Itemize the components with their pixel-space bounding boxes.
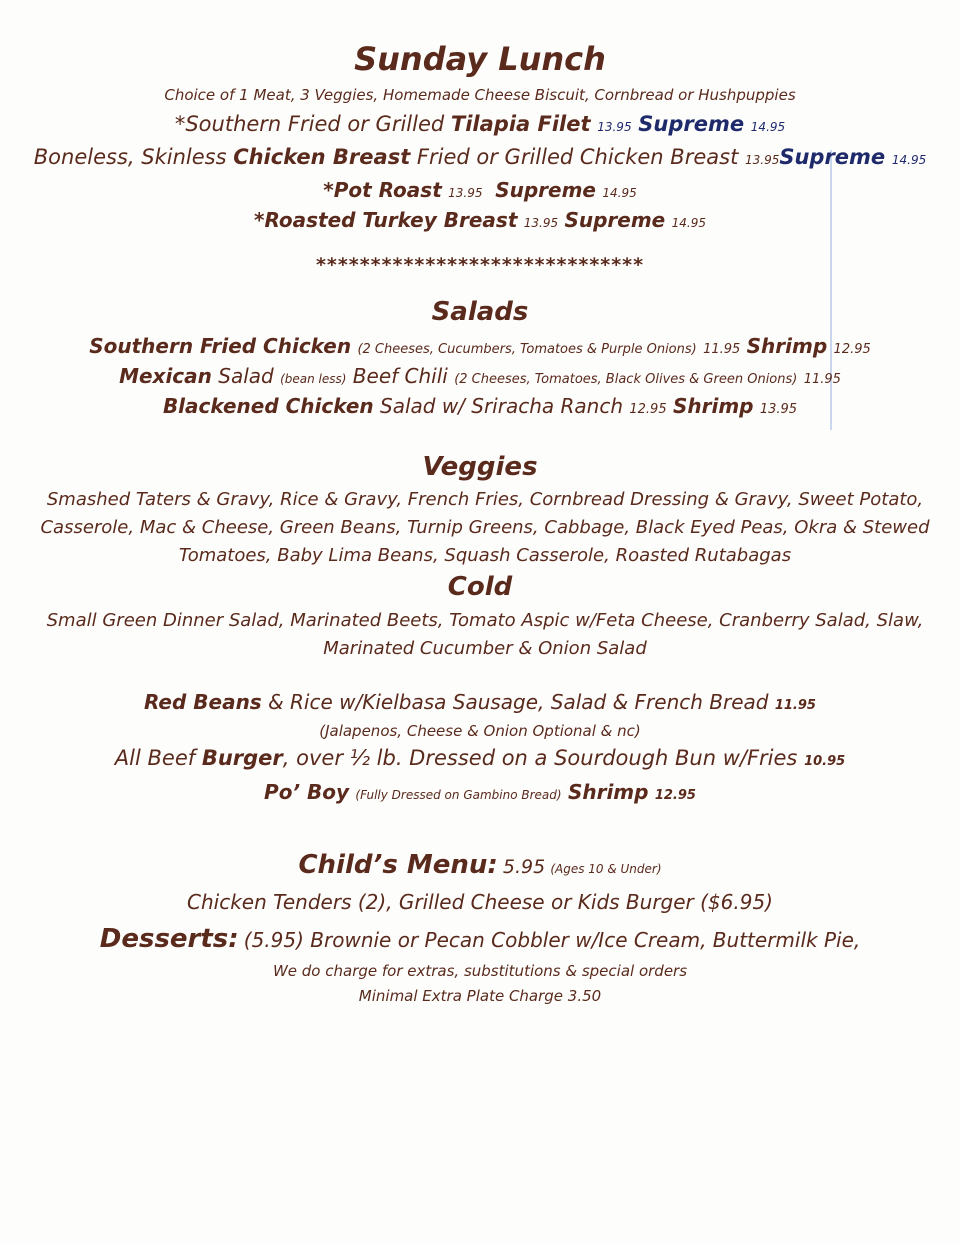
cold-line: Marinated Cucumber & Onion Salad — [323, 638, 647, 659]
veggies-line: Casserole, Mac & Cheese, Green Beans, Turnip Greens, Cabbage, Black Eyed Peas, Okra & Stewed — [40, 517, 930, 538]
burger-price: 10.95 — [804, 754, 846, 769]
mexican-name: Mexican — [119, 364, 212, 388]
pot-roast-price: 13.95 — [448, 186, 483, 200]
turkey-supreme: Supreme — [564, 208, 666, 232]
cold-line: Small Green Dinner Salad, Marinated Beets, Tomato Aspic w/Feta Cheese, Cranberry Salad, Slaw, — [46, 610, 924, 631]
red-beans-name: Red Beans — [144, 690, 262, 714]
tilapia-name: Tilapia Filet — [450, 112, 591, 136]
blackened-name: Blackened Chicken — [162, 394, 374, 418]
meat-pot-roast — [0, 178, 960, 202]
fried-chicken-name: Southern Fried Chicken — [89, 334, 352, 358]
footer-plate-charge: Minimal Extra Plate Charge 3.50 — [358, 987, 602, 1005]
desserts-line — [0, 924, 960, 954]
fried-chicken-price: 11.95 — [703, 342, 741, 357]
mexican-note: (bean less) — [280, 372, 347, 386]
poboy-shrimp: Shrimp — [567, 780, 649, 804]
chicken-name: Chicken Breast — [233, 145, 411, 169]
footer-charges: We do charge for extras, substitutions & special orders — [272, 962, 688, 980]
tilapia-supreme-price: 14.95 — [750, 120, 786, 134]
poboy-name: Po’ Boy — [264, 780, 350, 804]
salad-mexican — [0, 364, 960, 388]
meat-chicken — [0, 145, 960, 169]
chicken-prefix: Boneless, Skinless — [33, 145, 234, 169]
page-subtitle: Choice of 1 Meat, 3 Veggies, Homemade Cheese Biscuit, Cornbread or Hushpuppies — [164, 86, 796, 104]
cold-heading: Cold — [447, 572, 513, 602]
veggies-line: Smashed Taters & Gravy, Rice & Gravy, French Fries, Cornbread Dressing & Gravy, Sweet Potato, — [46, 489, 924, 510]
chicken-supreme: Supreme — [779, 145, 886, 169]
blackened-shrimp-price: 13.95 — [759, 402, 798, 417]
meat-turkey — [0, 208, 960, 232]
poboy-item — [0, 780, 960, 804]
blackened-shrimp: Shrimp — [672, 394, 754, 418]
divider: ****************************** — [315, 254, 645, 276]
pot-roast-supreme-price: 14.95 — [602, 186, 637, 200]
pot-roast-supreme: Supreme — [495, 178, 596, 202]
red-beans-price: 11.95 — [774, 698, 816, 713]
salad-fried-chicken — [0, 334, 960, 358]
poboy-note: (Fully Dressed on Gambino Bread) — [355, 788, 562, 802]
burger-prefix: All Beef — [114, 746, 202, 770]
child-menu-heading: Child’s Menu: — [298, 850, 498, 880]
child-menu-note: (Ages 10 & Under) — [550, 862, 662, 876]
meat-tilapia — [0, 112, 960, 136]
fried-chicken-shrimp: Shrimp — [746, 334, 828, 358]
red-beans-desc: & Rice w/Kielbasa Sausage, Salad & French Bread — [261, 690, 775, 714]
salad-blackened — [0, 394, 960, 418]
chicken-desc: Fried or Grilled Chicken Breast — [410, 145, 745, 169]
veggies-line: Tomatoes, Baby Lima Beans, Squash Casserole, Roasted Rutabagas — [178, 545, 792, 566]
desserts-items: (5.95) Brownie or Pecan Cobbler w/Ice Cream, Buttermilk Pie, — [243, 928, 861, 952]
turkey-name: *Roasted Turkey Breast — [254, 208, 518, 232]
salads-heading: Salads — [431, 297, 529, 327]
turkey-supreme-price: 14.95 — [671, 216, 706, 230]
chicken-supreme-price: 14.95 — [891, 153, 927, 167]
burger-name: Burger — [201, 746, 283, 770]
blackened-desc: Salad w/ Sriracha Ranch — [373, 394, 630, 418]
mexican-price: 11.95 — [803, 372, 841, 387]
child-menu-items: Chicken Tenders (2), Grilled Cheese or Kids Burger ($6.95) — [187, 890, 773, 914]
tilapia-prefix: *Southern Fried or Grilled — [174, 112, 451, 136]
tilapia-supreme: Supreme — [638, 112, 745, 136]
red-beans-note: (Jalapenos, Cheese & Onion Optional & nc) — [319, 722, 641, 740]
child-menu-heading-line — [0, 850, 960, 880]
mexican-chili: Beef Chili — [346, 364, 455, 388]
veggies-heading: Veggies — [422, 452, 538, 482]
fried-chicken-shrimp-price: 12.95 — [833, 342, 871, 357]
chicken-price: 13.95 — [744, 153, 780, 167]
burger-desc: , over ½ lb. Dressed on a Sourdough Bun w/Fries — [282, 746, 805, 770]
cold-list — [40, 607, 930, 663]
mexican-salad: Salad — [211, 364, 281, 388]
child-menu-price: 5.95 — [502, 856, 546, 878]
burger-item — [0, 746, 960, 770]
pot-roast-name: *Pot Roast — [323, 178, 442, 202]
tilapia-price: 13.95 — [597, 120, 632, 134]
turkey-price: 13.95 — [523, 216, 559, 230]
page-title: Sunday Lunch — [354, 40, 606, 78]
poboy-shrimp-price: 12.95 — [654, 788, 696, 803]
mexican-desc: (2 Cheeses, Tomatoes, Black Olives & Green Onions) — [454, 372, 798, 387]
fried-chicken-desc: (2 Cheeses, Cucumbers, Tomatoes & Purple Onions) — [357, 342, 697, 357]
veggies-list — [40, 486, 930, 570]
blackened-price: 12.95 — [629, 402, 667, 417]
desserts-heading: Desserts: — [99, 924, 239, 954]
red-beans-item — [0, 690, 960, 714]
